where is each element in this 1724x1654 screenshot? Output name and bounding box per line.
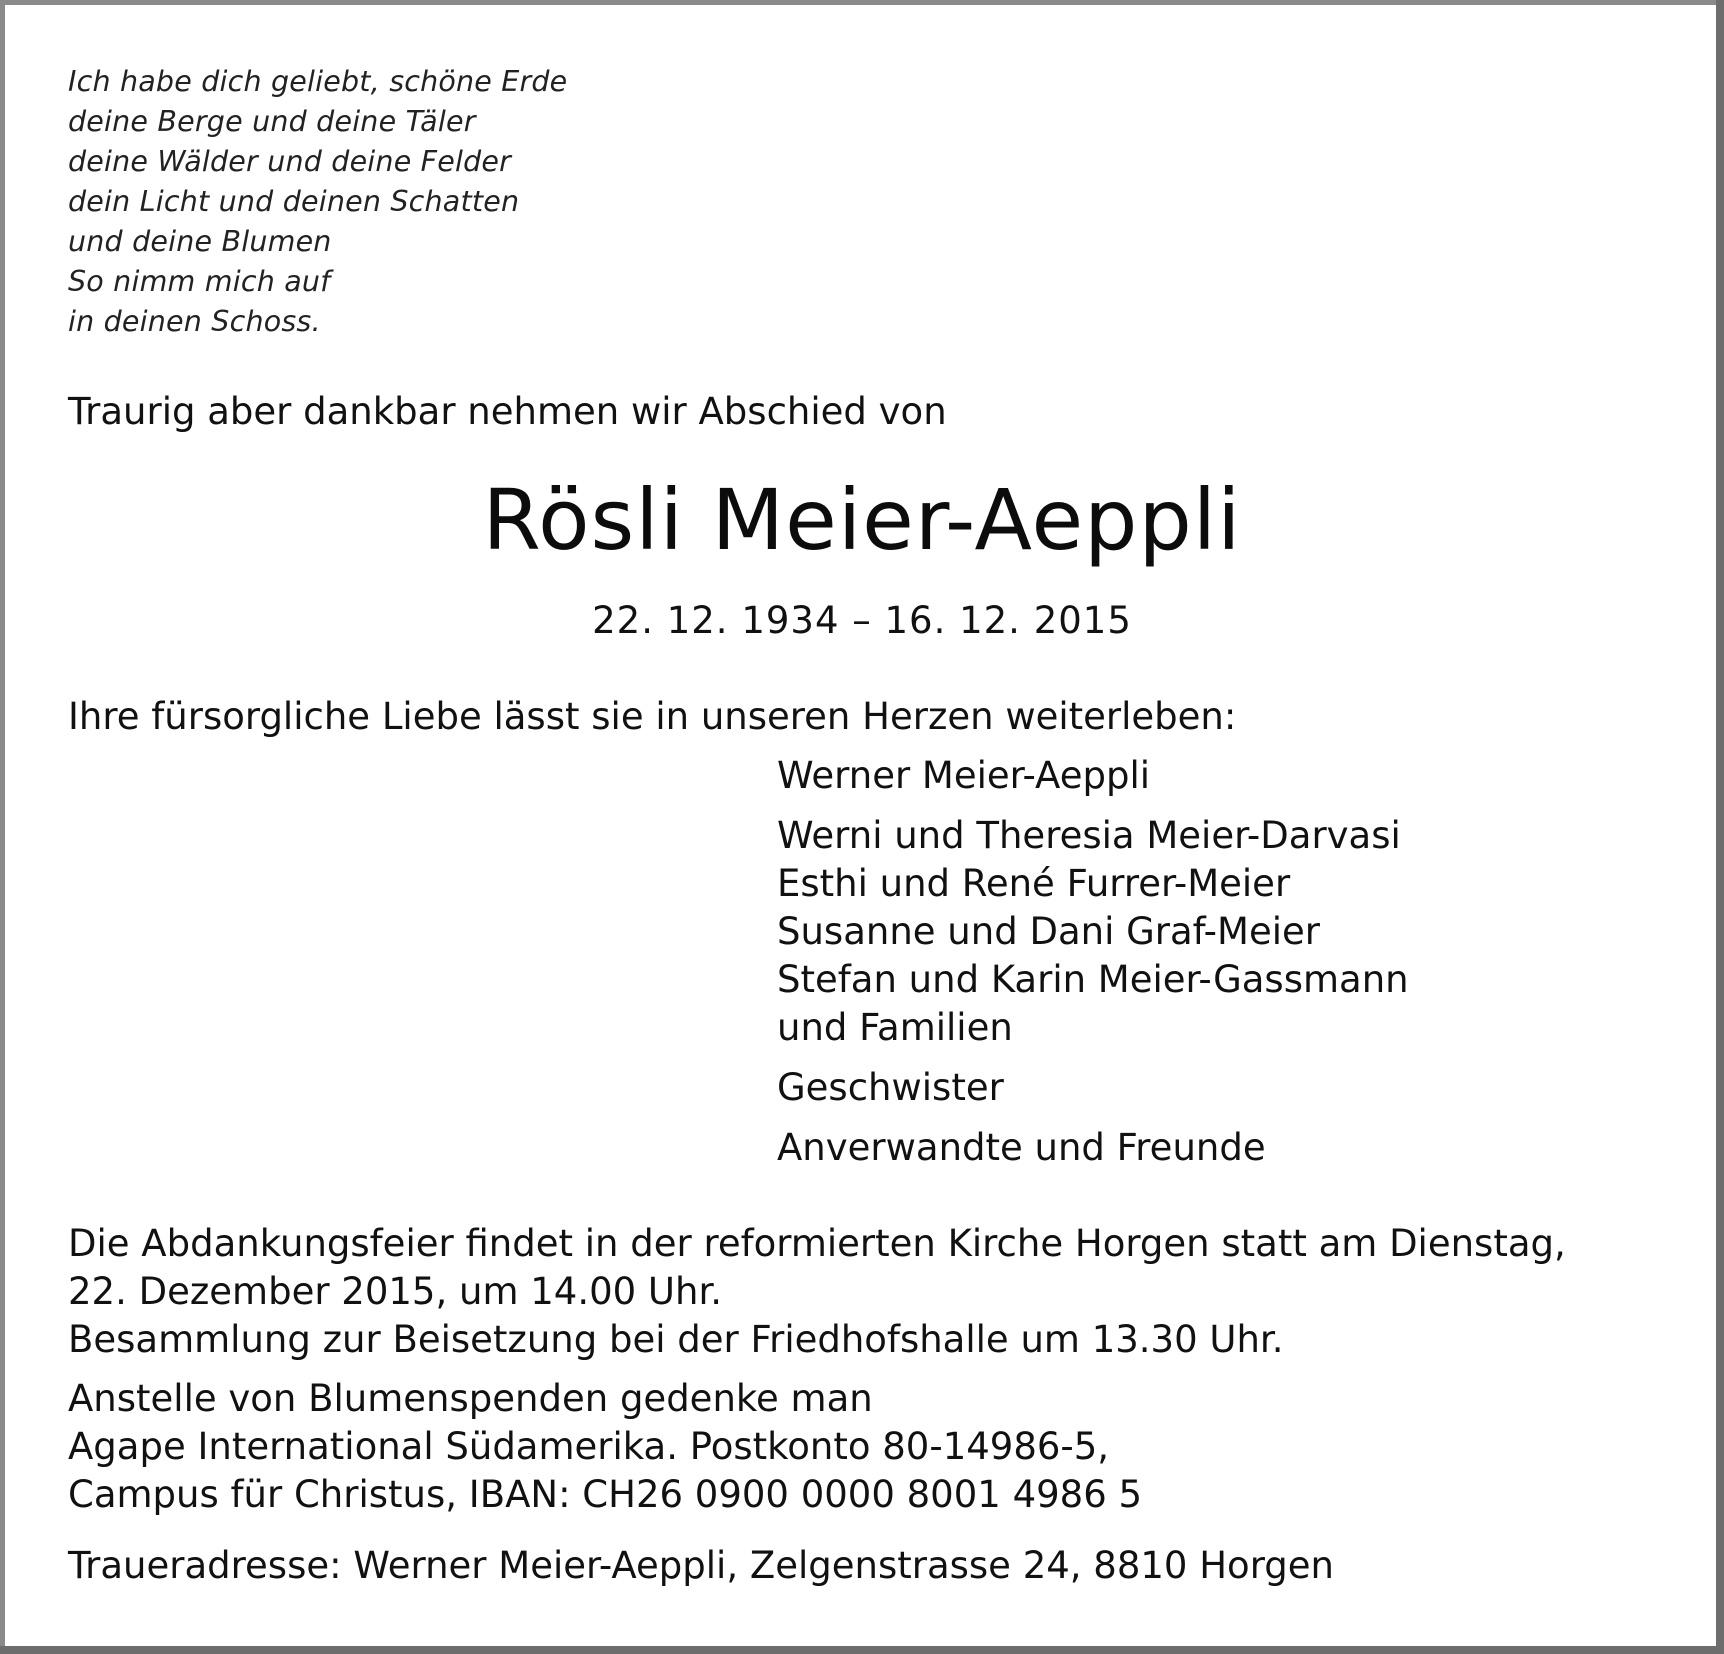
service-info xyxy=(68,1220,1566,1364)
service-line: Besammlung zur Beisetzung bei der Friedhofshalle um 13.30 Uhr. xyxy=(68,1318,1284,1361)
mourners-list xyxy=(777,752,1409,1172)
mourner-child: Esthi und René Furrer-Meier xyxy=(777,862,1291,905)
deceased-name: Rösli Meier-Aeppli xyxy=(482,471,1242,569)
mourner-spouse: Werner Meier-Aeppli xyxy=(777,754,1150,797)
mourner-siblings: Geschwister xyxy=(777,1066,1004,1109)
poem-line: deine Berge und deine Täler xyxy=(68,105,476,138)
mourner-families: und Familien xyxy=(777,1006,1013,1049)
donation-line: Agape International Südamerika. Postkonto 80-14986-5, xyxy=(68,1425,1110,1468)
life-dates: 22. 12. 1934 – 16. 12. 2015 xyxy=(592,599,1132,642)
donation-info xyxy=(68,1375,1142,1519)
poem-line: dein Licht und deinen Schatten xyxy=(68,185,520,218)
poem-line: deine Wälder und deine Felder xyxy=(68,145,512,178)
mourner-child: Stefan und Karin Meier-Gassmann xyxy=(777,958,1409,1001)
poem-line: und deine Blumen xyxy=(68,225,332,258)
farewell-intro: Traurig aber dankbar nehmen wir Abschied von xyxy=(68,390,947,433)
service-line: 22. Dezember 2015, um 14.00 Uhr. xyxy=(68,1270,723,1313)
mourner-child: Werni und Theresia Meier-Darvasi xyxy=(777,814,1401,857)
mourner-others: Anverwandte und Freunde xyxy=(777,1126,1266,1169)
poem-line: in deinen Schoss. xyxy=(68,305,321,338)
mourners-intro: Ihre fürsorgliche Liebe lässt sie in unseren Herzen weiterleben: xyxy=(68,695,1237,738)
poem-line: So nimm mich auf xyxy=(68,265,331,298)
mourner-child: Susanne und Dani Graf-Meier xyxy=(777,910,1320,953)
mourning-address: Traueradresse: Werner Meier-Aeppli, Zelgenstrasse 24, 8810 Horgen xyxy=(68,1544,1334,1587)
service-line: Die Abdankungsfeier findet in der reformierten Kirche Horgen statt am Dienstag, xyxy=(68,1222,1566,1265)
donation-line: Campus für Christus, IBAN: CH26 0900 0000 8001 4986 5 xyxy=(68,1473,1143,1516)
poem-line: Ich habe dich geliebt, schöne Erde xyxy=(68,65,568,98)
poem xyxy=(68,62,567,342)
donation-line: Anstelle von Blumenspenden gedenke man xyxy=(68,1377,873,1420)
